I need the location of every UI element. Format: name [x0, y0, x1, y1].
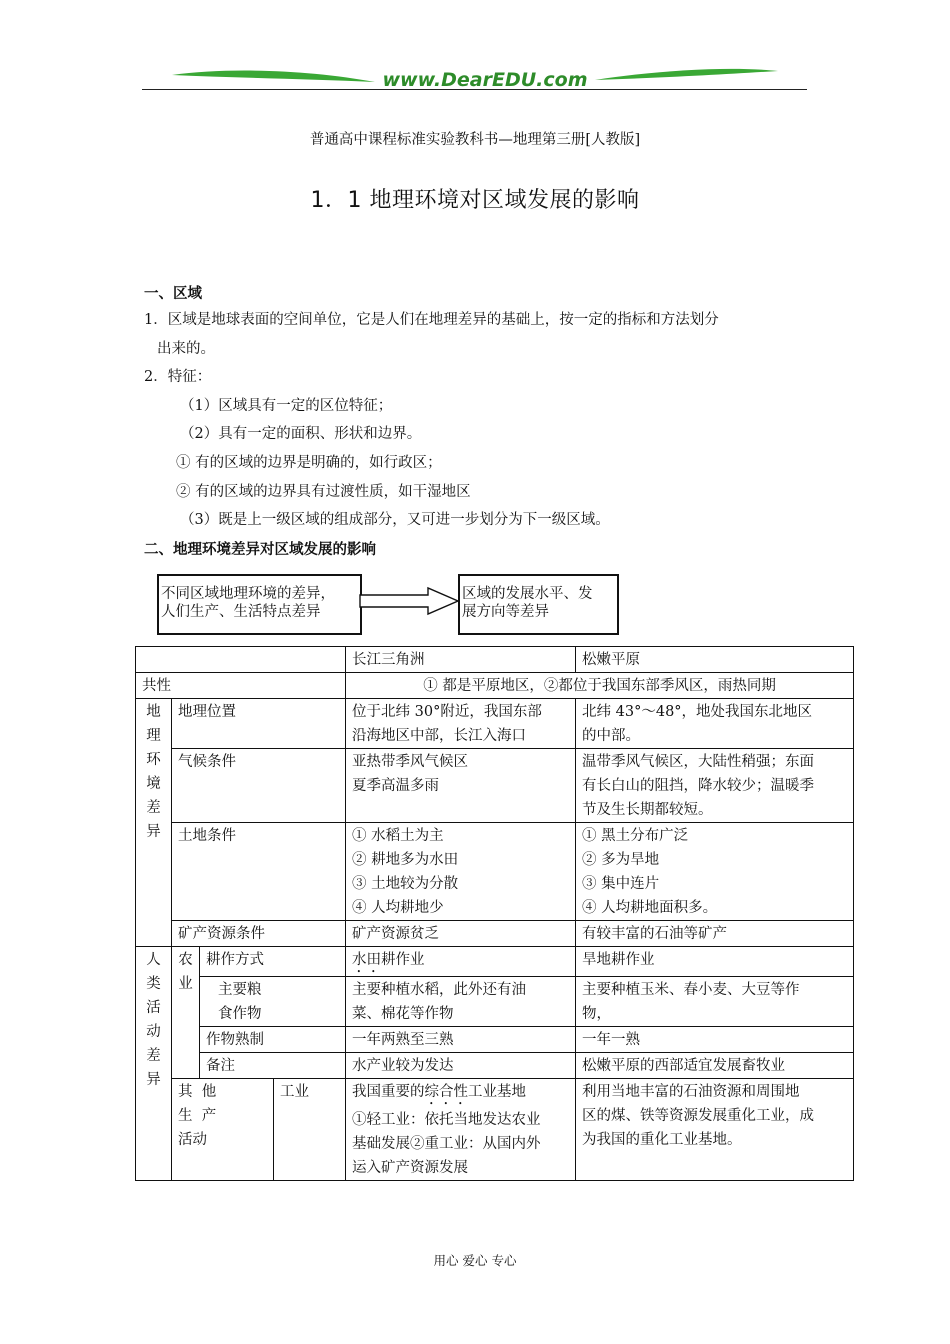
flow-box-left	[157, 574, 362, 635]
header-rule	[142, 89, 807, 90]
land-row	[136, 823, 854, 921]
common-row	[136, 673, 854, 699]
crops-songnen: 主要种植玉米、春小麦、大豆等作 物，	[576, 977, 854, 1027]
ripening-row	[136, 1027, 854, 1053]
common-label: 共性	[136, 673, 346, 699]
agri-group-label: 农 业	[172, 947, 200, 1079]
logo-text: www.DearEDU.com	[382, 69, 588, 91]
dearedu-logo	[170, 62, 780, 96]
feature-2: （2）具有一定的面积、形状和边界。	[180, 426, 422, 442]
location-label: 地理位置	[172, 699, 346, 749]
feature-1: （1）区域具有一定的区位特征；	[180, 398, 393, 414]
location-row	[136, 699, 854, 749]
other-group-label: 其 他 生 产 活动	[172, 1079, 274, 1181]
human-group-label: 人 类 活 动 差 异	[136, 947, 172, 1181]
section1-p1-cont: 出来的。	[157, 341, 215, 357]
section2-heading: 二、地理环境差异对区域发展的影响	[144, 542, 376, 558]
book-line: 普通高中课程标准实验教科书—地理第三册[人教版]	[309, 132, 641, 148]
section1-heading: 一、区域	[144, 286, 202, 302]
flow-box-right	[458, 574, 619, 635]
industry-label: 工业	[274, 1079, 346, 1181]
climate-yangtze: 亚热带季风气候区 夏季高温多雨	[346, 749, 576, 823]
col-header-songnen: 松嫩平原	[576, 647, 854, 673]
farming-label: 耕作方式	[200, 947, 346, 977]
land-songnen: ① 黑土分布广泛 ② 多为旱地 ③ 集中连片 ④ 人均耕地面积多。	[576, 823, 854, 921]
ripening-songnen: 一年一熟	[576, 1027, 854, 1053]
industry-yangtze: 我国重要的综合性工业基地 ①轻工业：依托当地发达农业 基础发展②重工业：从国内外 运入矿产资源发展	[346, 1079, 576, 1181]
table-header-row	[136, 647, 854, 673]
feature-2b: ② 有的区域的边界具有过渡性质，如干湿地区	[176, 484, 471, 500]
feature-2a: ① 有的区域的边界是明确的，如行政区；	[176, 455, 442, 471]
climate-row	[136, 749, 854, 823]
mineral-row	[136, 921, 854, 947]
comparison-table	[135, 646, 854, 1181]
crops-row	[136, 977, 854, 1027]
ripening-label: 作物熟制	[200, 1027, 346, 1053]
flow-left-line2: 人们生产、生活特点差异	[161, 604, 321, 620]
section1-p2: 2．特征：	[144, 369, 212, 385]
mineral-label: 矿产资源条件	[172, 921, 346, 947]
feature-3: （3）既是上一级区域的组成部分，又可进一步划分为下一级区域。	[180, 512, 610, 528]
logo-left-swoosh	[172, 71, 375, 82]
crops-label: 主要粮 食作物	[200, 977, 346, 1027]
land-yangtze: ① 水稻土为主 ② 耕地多为水田 ③ 土地较为分散 ④ 人均耕地少	[346, 823, 576, 921]
flow-arrow	[358, 586, 460, 616]
industry-row	[136, 1079, 854, 1181]
notes-label: 备注	[200, 1053, 346, 1079]
section1-p1: 1．区域是地球表面的空间单位，它是人们在地理差异的基础上，按一定的指标和方法划分	[144, 312, 719, 328]
flow-left-line1: 不同区域地理环境的差异，	[161, 586, 335, 602]
page-footer: 用心 爱心 专心	[433, 1253, 517, 1268]
farming-songnen: 旱地耕作业	[576, 947, 854, 977]
land-label: 土地条件	[172, 823, 346, 921]
location-songnen: 北纬 43°～48°，地处我国东北地区 的中部。	[576, 699, 854, 749]
farming-yangtze: 水田耕作业	[346, 947, 576, 977]
climate-label: 气候条件	[172, 749, 346, 823]
env-group-label: 地 理 环 境 差 异	[136, 699, 172, 947]
logo-right-swoosh	[595, 69, 778, 80]
notes-songnen: 松嫩平原的西部适宜发展畜牧业	[576, 1053, 854, 1079]
crops-yangtze: 主要种植水稻，此外还有油 菜、棉花等作物	[346, 977, 576, 1027]
location-yangtze: 位于北纬 30°附近，我国东部 沿海地区中部，长江入海口	[346, 699, 576, 749]
mineral-songnen: 有较丰富的石油等矿产	[576, 921, 854, 947]
notes-yangtze: 水产业较为发达	[346, 1053, 576, 1079]
common-text: ① 都是平原地区，②都位于我国东部季风区，雨热同期	[346, 673, 854, 699]
ripening-yangtze: 一年两熟至三熟	[346, 1027, 576, 1053]
industry-songnen: 利用当地丰富的石油资源和周围地 区的煤、铁等资源发展重化工业，成 为我国的重化工业基地。	[576, 1079, 854, 1181]
header-blank-cell	[136, 647, 346, 673]
page-title: 1．1 地理环境对区域发展的影响	[310, 188, 640, 213]
mineral-yangtze: 矿产资源贫乏	[346, 921, 576, 947]
farming-row	[136, 947, 854, 977]
flow-right-line1: 区域的发展水平、发	[462, 586, 593, 602]
flow-right-line2: 展方向等差异	[462, 604, 549, 620]
col-header-yangtze: 长江三角洲	[346, 647, 576, 673]
climate-songnen: 温带季风气候区，大陆性稍强；东面 有长白山的阻挡，降水较少；温暖季 节及生长期都较短。	[576, 749, 854, 823]
notes-row	[136, 1053, 854, 1079]
